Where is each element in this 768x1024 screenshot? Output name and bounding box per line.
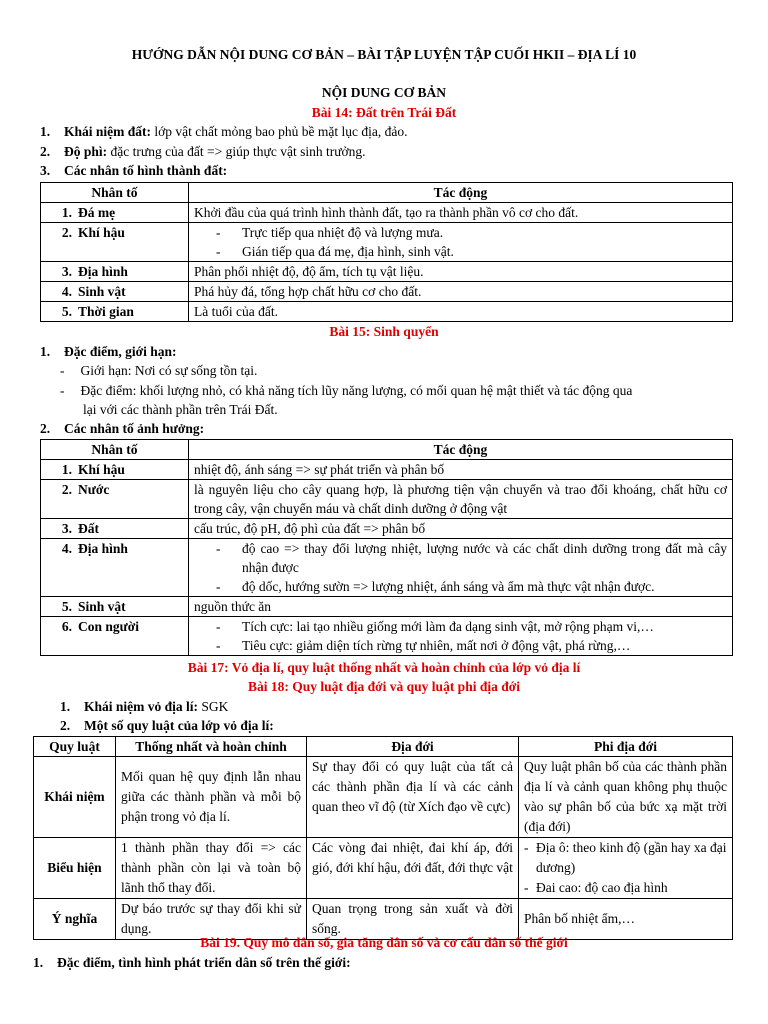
table-row: 5. Sinh vật nguồn thức ăn xyxy=(41,597,733,617)
list-item: - Đai cao: độ cao địa hình xyxy=(524,878,727,898)
soil-factors-table xyxy=(40,182,733,322)
lesson-18-item-2: 2. Một số quy luật của lớp vỏ địa lí: xyxy=(60,718,274,733)
list-item: - Tích cực: lai tạo nhiều giống mới làm đa dạng sinh vật, mở rộng phạm vi,… xyxy=(194,617,727,636)
lesson-15-dash-1: - Giới hạn: Nơi có sự sống tồn tại. xyxy=(60,363,258,378)
table-row: 3. Đất cấu trúc, độ pH, độ phì của đất => phân bố xyxy=(41,519,733,539)
lesson-15-title: Bài 15: Sinh quyển xyxy=(329,324,439,339)
lesson-18-title: Bài 18: Quy luật địa đới và quy luật phi địa đới xyxy=(248,679,520,694)
list-item: - Địa ô: theo kinh độ (gần hay xa đại dương) xyxy=(524,838,727,878)
table-row: 1. Khí hậu nhiệt độ, ánh sáng => sự phát triển và phân bố xyxy=(41,460,733,480)
lesson-15-dash-2: - Đặc điểm: khối lượng nhỏ, có khả năng tích lũy năng lượng, có mối quan hệ mật thiết và tác động qua xyxy=(60,383,633,398)
table-row: Khái niệm Mối quan hệ quy định lẫn nhau giữa các thành phần và mỗi bộ phận trong vỏ địa lí. Sự thay đổi có quy luật của tất cả các thành phần địa lí và các cảnh quan theo vĩ độ (từ Xích đạo về cực) Quy luật phân bố của các thành phần địa lí và cảnh quan không phụ thuộc vào sự phân bố của bức xạ mặt trời (địa đới) xyxy=(34,757,733,838)
lesson-15-heading-2: 2. Các nhân tố ảnh hưởng: xyxy=(40,421,205,436)
lesson-19-title: Bài 19. Quy mô dân số, gia tăng dân số và cơ cấu dân số thế giới xyxy=(200,935,568,950)
lesson-15-heading-1: 1. Đặc điểm, giới hạn: xyxy=(40,344,177,359)
lesson-19-item-1: 1. Đặc điểm, tình hình phát triển dân số trên thế giới: xyxy=(33,955,351,970)
document-title: HƯỚNG DẪN NỘI DUNG CƠ BẢN – BÀI TẬP LUYỆN TẬP CUỐI HKII – ĐỊA LÍ 10 xyxy=(131,47,637,62)
table-header-row: Quy luật Thống nhất và hoàn chỉnh Địa đới Phi địa đới xyxy=(34,737,733,757)
table-row: 3. Địa hình Phân phối nhiệt độ, độ ẩm, tích tụ vật liệu. xyxy=(41,262,733,282)
table-row: 2. Nước là nguyên liệu cho cây quang hợp, là phương tiện vận chuyển và trao đổi khoáng, chất hữu cơ trong cây, vận chuyển máu và chất dinh dưỡng ở động vật xyxy=(41,480,733,519)
list-item: - Gián tiếp qua đá mẹ, địa hình, sinh vật. xyxy=(194,242,727,261)
list-item: - Trực tiếp qua nhiệt độ và lượng mưa. xyxy=(194,223,727,242)
table-row: 1. Đá mẹ Khởi đầu của quá trình hình thành đất, tạo ra thành phần vô cơ cho đất. xyxy=(41,203,733,223)
table-header-row: Nhân tố Tác động xyxy=(41,183,733,203)
geography-laws-table xyxy=(33,736,733,940)
lesson-14-item-2: 2. Độ phì: đặc trưng của đất => giúp thực vật sinh trưởng. xyxy=(40,144,366,159)
lesson-18-item-1: 1. Khái niệm vỏ địa lí: SGK xyxy=(60,699,229,714)
table-row: 4. Sinh vật Phá hủy đá, tổng hợp chất hữu cơ cho đất. xyxy=(41,282,733,302)
table-header-row: Nhân tố Tác động xyxy=(41,440,733,460)
table-row: 6. Con người - Tích cực: lai tạo nhiều giống mới làm đa dạng sinh vật, mở rộng phạm vi,… - Tiêu cực: giảm diện tích rừng tự nhiên, mất nơi ở động vật, phá rừng,… xyxy=(41,617,733,656)
list-item: - độ dốc, hướng sườn => lượng nhiệt, ánh sáng và ẩm mà thực vật nhận được. xyxy=(194,577,727,596)
list-item: - độ cao => thay đổi lượng nhiệt, lượng nước và các chất dinh dưỡng trong đất mà cây nhận được xyxy=(194,539,727,577)
lesson-15-dash-2-cont: lại với các thành phần trên Trái Đất. xyxy=(83,402,278,417)
section-title: NỘI DUNG CƠ BẢN xyxy=(321,85,447,100)
lesson-14-item-3: 3. Các nhân tố hình thành đất: xyxy=(40,163,228,178)
biosphere-factors-table xyxy=(40,439,733,656)
lesson-17-title: Bài 17: Vỏ địa lí, quy luật thống nhất và hoàn chỉnh của lớp vỏ địa lí xyxy=(187,660,581,675)
table-row: 2. Khí hậu - Trực tiếp qua nhiệt độ và lượng mưa. - Gián tiếp qua đá mẹ, địa hình, sinh vật. xyxy=(41,223,733,262)
lesson-14-item-1: 1. Khái niệm đất: lớp vật chất mỏng bao phủ bề mặt lục địa, đảo. xyxy=(40,124,408,139)
table-row: Biểu hiện 1 thành phần thay đổi => các thành phần còn lại và toàn bộ lãnh thổ thay đổi. Các vòng đai nhiệt, đai khí áp, đới gió, đới khí hậu, đới đất, đới thực vật - Địa ô: theo kinh độ (gần hay xa đại dương) - Đai cao: độ cao địa hình xyxy=(34,838,733,899)
table-row: Ý nghĩa Dự báo trước sự thay đổi khi sử dụng. Quan trọng trong sản xuất và đời sống. Phân bố nhiệt ẩm,… xyxy=(34,899,733,940)
table-row: 4. Địa hình - độ cao => thay đổi lượng nhiệt, lượng nước và các chất dinh dưỡng trong đất mà cây nhận được - độ dốc, hướng sườn => lượng nhiệt, ánh sáng và ẩm mà thực vật nhận được. xyxy=(41,539,733,597)
lesson-14-title: Bài 14: Đất trên Trái Đất xyxy=(311,105,457,120)
list-item: - Tiêu cực: giảm diện tích rừng tự nhiên, mất nơi ở động vật, phá rừng,… xyxy=(194,636,727,655)
table-row: 5. Thời gian Là tuổi của đất. xyxy=(41,302,733,322)
